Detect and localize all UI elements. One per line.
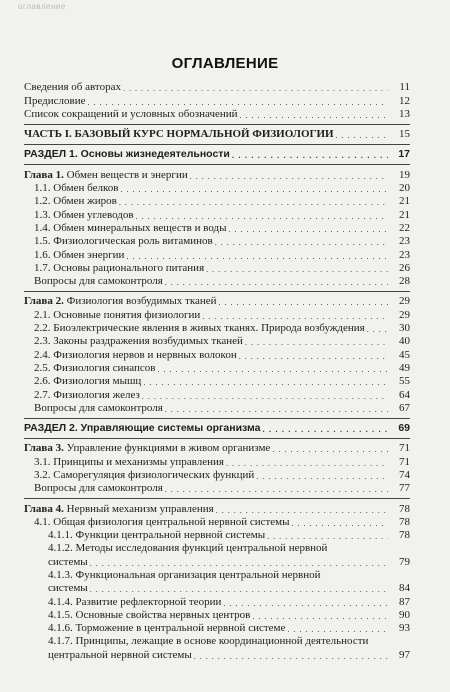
toc-item-4-1[interactable]: 4.1. Общая физиология центральной нервной системы . . . 78 (24, 516, 410, 529)
toc-item[interactable]: 2.7. Физиология желез . . . 64 (24, 388, 410, 401)
toc-item[interactable]: 3.1. Принципы и механизмы управления . . . 71 (24, 455, 410, 468)
toc-item[interactable]: Вопросы для самоконтроля . . . 77 (24, 482, 410, 495)
running-header: оглавление (18, 2, 66, 11)
toc-item[interactable]: 1.4. Обмен минеральных веществ и воды . . . 22 (24, 222, 410, 235)
divider (24, 164, 410, 165)
toc-item[interactable]: 2.3. Законы раздражения возбудимых тканей . . . 40 (24, 335, 410, 348)
toc-section-2[interactable]: РАЗДЕЛ 2. Управляющие системы организма . . . 69 (24, 422, 410, 435)
chapter-1-items (24, 182, 410, 288)
toc-item[interactable]: 1.7. Основы рационального питания . . . 26 (24, 262, 410, 275)
toc-item-4-1-7[interactable]: центральной нервной системы . . . 97 (24, 649, 410, 662)
toc-item[interactable]: 2.6. Физиология мышц . . . 55 (24, 375, 410, 388)
toc-item-4-1-1[interactable]: 4.1.1. Функции центральной нервной системы . . . 78 (24, 529, 410, 542)
toc-chapter-3[interactable]: Глава 3. Управление функциями в живом организме . . . 71 (24, 442, 410, 455)
divider (24, 438, 410, 439)
chapter-2-items (24, 308, 410, 414)
toc-item-4-1-5[interactable]: 4.1.5. Основные свойства нервных центров . . . 90 (24, 609, 410, 622)
toc-item[interactable]: 2.4. Физиология нервов и нервных волокон . . . 45 (24, 348, 410, 361)
divider (24, 124, 410, 125)
table-of-contents (24, 81, 410, 662)
divider (24, 291, 410, 292)
toc-item[interactable]: 3.2. Саморегуляция физиологических функций . . . 74 (24, 469, 410, 482)
toc-item-4-1-3[interactable]: системы . . . 84 (24, 582, 410, 595)
divider (24, 498, 410, 499)
toc-item[interactable]: 2.2. Биоэлектрические явления в живых тканях. Природа возбуждения . . . 30 (24, 322, 410, 335)
toc-item-4-1-2-line1[interactable]: 4.1.2. Методы исследования функций центральной нервной (48, 542, 328, 555)
divider (24, 144, 410, 145)
toc-entry-authors[interactable]: Сведения об авторах . . . 11 (24, 81, 410, 94)
divider (24, 418, 410, 419)
toc-entry-preface[interactable]: Предисловие . . . 12 (24, 94, 410, 107)
toc-item[interactable]: 1.6. Обмен энергии . . . 23 (24, 248, 410, 261)
toc-item-4-1-6[interactable]: 4.1.6. Торможение в центральной нервной системе . . . 93 (24, 622, 410, 635)
toc-item[interactable]: 2.5. Физиология синапсов . . . 49 (24, 362, 410, 375)
toc-item[interactable]: 1.3. Обмен углеводов . . . 21 (24, 208, 410, 221)
toc-section-1[interactable]: РАЗДЕЛ 1. Основы жизнедеятельности . . . 17 (24, 148, 410, 161)
toc-item[interactable]: Вопросы для самоконтроля . . . 67 (24, 402, 410, 415)
toc-item[interactable]: 1.1. Обмен белков . . . 20 (24, 182, 410, 195)
toc-item[interactable]: 1.2. Обмен жиров . . . 21 (24, 195, 410, 208)
toc-entry-abbreviations[interactable]: Список сокращений и условных обозначений . . . 13 (24, 108, 410, 121)
toc-item[interactable]: 1.5. Физиологическая роль витаминов . . . 23 (24, 235, 410, 248)
chapter-3-items (24, 455, 410, 495)
toc-item[interactable]: 2.1. Основные понятия физиологии . . . 29 (24, 308, 410, 321)
toc-chapter-1[interactable]: Глава 1. Обмен веществ и энергии . . . 19 (24, 168, 410, 181)
toc-chapter-4[interactable]: Глава 4. Нервный механизм управления . . . 78 (24, 502, 410, 515)
toc-item-4-1-2[interactable]: системы . . . 79 (24, 556, 410, 569)
toc-item-4-1-3-line1[interactable]: 4.1.3. Функциональная организация центральной нервной (48, 568, 321, 581)
toc-chapter-2[interactable]: Глава 2. Физиология возбудимых тканей . . . 29 (24, 295, 410, 308)
toc-item[interactable]: Вопросы для самоконтроля . . . 28 (24, 275, 410, 288)
toc-item-4-1-7-line1[interactable]: 4.1.7. Принципы, лежащие в основе координационной деятельности (48, 635, 369, 648)
page-title: ОГЛАВЛЕНИЕ (171, 55, 279, 72)
toc-part-1[interactable]: ЧАСТЬ I. БАЗОВЫЙ КУРС НОРМАЛЬНОЙ ФИЗИОЛОГИИ . . . 15 (24, 128, 410, 141)
toc-item-4-1-4[interactable]: 4.1.4. Развитие рефлекторной теории . . . 87 (24, 595, 410, 608)
